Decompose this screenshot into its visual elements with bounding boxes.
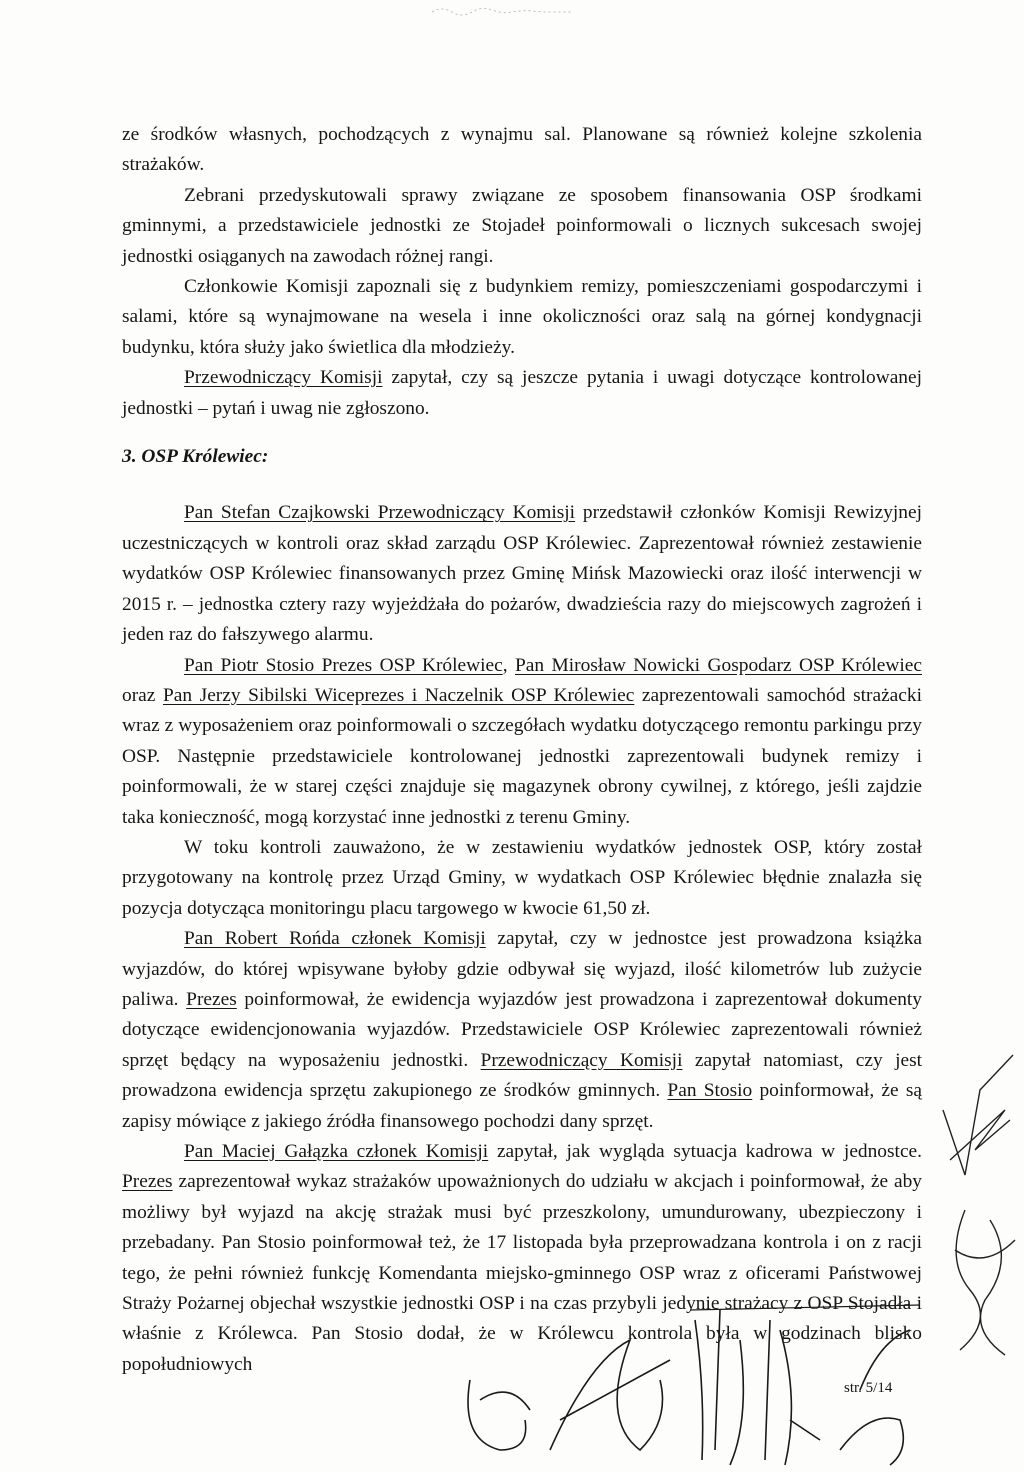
paragraph-5: Pan Stefan Czajkowski Przewodniczący Komisji przedstawił członków Komisji Rewizyjnej uczestniczących w kontroli oraz skład zarządu OSP Królewiec. Zaprezentował również zestawienie wydatków OSP Królewiec finansowanych przez Gminę Mińsk Mazowiecki oraz ilość interwencji w 2015 r. – jednostka cztery razy wyjeżdżała do pożarów, dwadzieścia razy do miejscowych zagrożeń i jeden raz do fałszywego alarmu. — [122, 502, 922, 646]
underlined-name: Pan Mirosław Nowicki Gospodarz OSP Królewiec — [515, 654, 922, 676]
underlined-name: Pan Jerzy Sibilski Wiceprezes i Naczelnik OSP Królewiec — [162, 684, 635, 706]
underlined-name: Pan Robert Rońda członek Komisji — [184, 928, 486, 950]
paragraph-7: W toku kontroli zauważono, że w zestawieniu wydatków jednostek OSP, który został przygotowany na kontrolę przez Urząd Gminy, w wydatkach OSP Królewiec błędnie znalazła się pozycja dotycząca monitoringu placu targowego w kwocie 61,50 zł. — [122, 836, 922, 919]
paragraph-4: Przewodniczący Komisji zapytał, czy są jeszcze pytania i uwagi dotyczące kontrolowanej jednostki – pytań i uwag nie zgłoszono. — [122, 367, 922, 419]
underlined-name: Prezes — [122, 1171, 173, 1193]
paragraph-2: Zebrani przedyskutowali sprawy związane ze sposobem finansowania OSP środkami gminnymi, a przedstawiciele jednostki ze Stojadeł poinformowali o licznych sukcesach swojej jednostki osiąganych na zawodach różnej rangi. — [122, 184, 922, 267]
margin-signature-2 — [945, 1200, 1020, 1360]
section-heading: 3. OSP Królewiec: — [122, 446, 269, 468]
underlined-name: Prezes — [186, 988, 237, 1010]
page-number: str. 5/14 — [844, 1380, 893, 1396]
margin-signature-1 — [935, 1050, 1015, 1180]
paragraph-1: ze środków własnych, pochodzących z wynajmu sal. Planowane są również kolejne szkolenia strażaków. — [122, 124, 922, 176]
underlined-name: Przewodniczący Komisji — [184, 367, 383, 389]
underlined-name: Pan Maciej Gałązka członek Komisji — [184, 1141, 489, 1162]
scan-noise-mark — [430, 4, 590, 18]
underlined-name: Przewodniczący Komisji — [480, 1049, 683, 1071]
paragraph-6: Pan Piotr Stosio Prezes OSP Królewiec, Pan Mirosław Nowicki Gospodarz OSP Królewiec oraz Pan Jerzy Sibilski Wiceprezes i Naczelnik OSP Królewiec zaprezentowali samochód strażacki wraz z wyposażeniem oraz poinformowali o szczegółach wydatku dotyczącego remontu parkingu przy OSP. Następnie przedstawiciele kontrolowanej jednostki zaprezentowali budynek remizy i poinformowali, że w starej części znajduje się magazynek obrony cywilnej, z którego, jeśli zajdzie taka konieczność, mogą korzystać inne jednostki z terenu Gminy. — [122, 654, 922, 828]
paragraph-8: Pan Robert Rońda członek Komisji zapytał, czy w jednostce jest prowadzona książka wyjazdów, do której wpisywane byłoby gdzie odbywał się wyjazd, ilość kilometrów lub zużycie paliwa. Prezes poinformował, że ewidencja wyjazdów jest prowadzona i zaprezentował dokumenty dotyczące ewidencjonowania wyjazdów. Przedstawiciele OSP Królewiec zaprezentowali również sprzęt będący na wyposażeniu jednostki. Przewodniczący Komisji zapytał natomiast, czy jest prowadzona ewidencja sprzętu zakupionego ze środków gminnych. Pan Stosio poinformował, że są zapisy mówiące z jakiego źródła finansowego pochodzi dany sprzęt. — [122, 928, 923, 1132]
underlined-name: Pan Stefan Czajkowski Przewodniczący Komisji — [184, 502, 576, 524]
underlined-name: Pan Stosio — [667, 1080, 753, 1102]
paragraph-3: Członkowie Komisji zapoznali się z budynkiem remizy, pomieszczeniami gospodarczymi i salami, które są wynajmowane na wesela i inne okoliczności oraz salą na górnej kondygnacji budynku, która służy jako świetlica dla młodzieży. — [122, 276, 922, 358]
paragraph-9: Pan Maciej Gałązka członek Komisji zapytał, jak wygląda sytuacja kadrowa w jednostce. Prezes zaprezentował wykaz strażaków upoważnionych do udziału w akcjach i poinformował, że aby możliwy był wyjazd na akcję strażak musi być przeszkolony, umundurowany, ubezpieczony i przebadany. Pan Stosio poinformował też, że 17 listopada była przeprowadzana kontrola i on z racji tego, że pełni również funkcję Komendanta miejsko-gminnego OSP wraz z oficerami Państwowej Straży Pożarnej objechał wszystkie jednostki OSP i na czas przybyli jedynie strażacy z OSP Stojadła i właśnie z Królewca. Pan Stosio dodał, że w Królewcu kontrola była w godzinach blisko popołudniowych — [122, 1141, 922, 1375]
underlined-name: Pan Piotr Stosio Prezes OSP Królewiec — [184, 654, 503, 676]
document-body — [122, 120, 922, 1380]
